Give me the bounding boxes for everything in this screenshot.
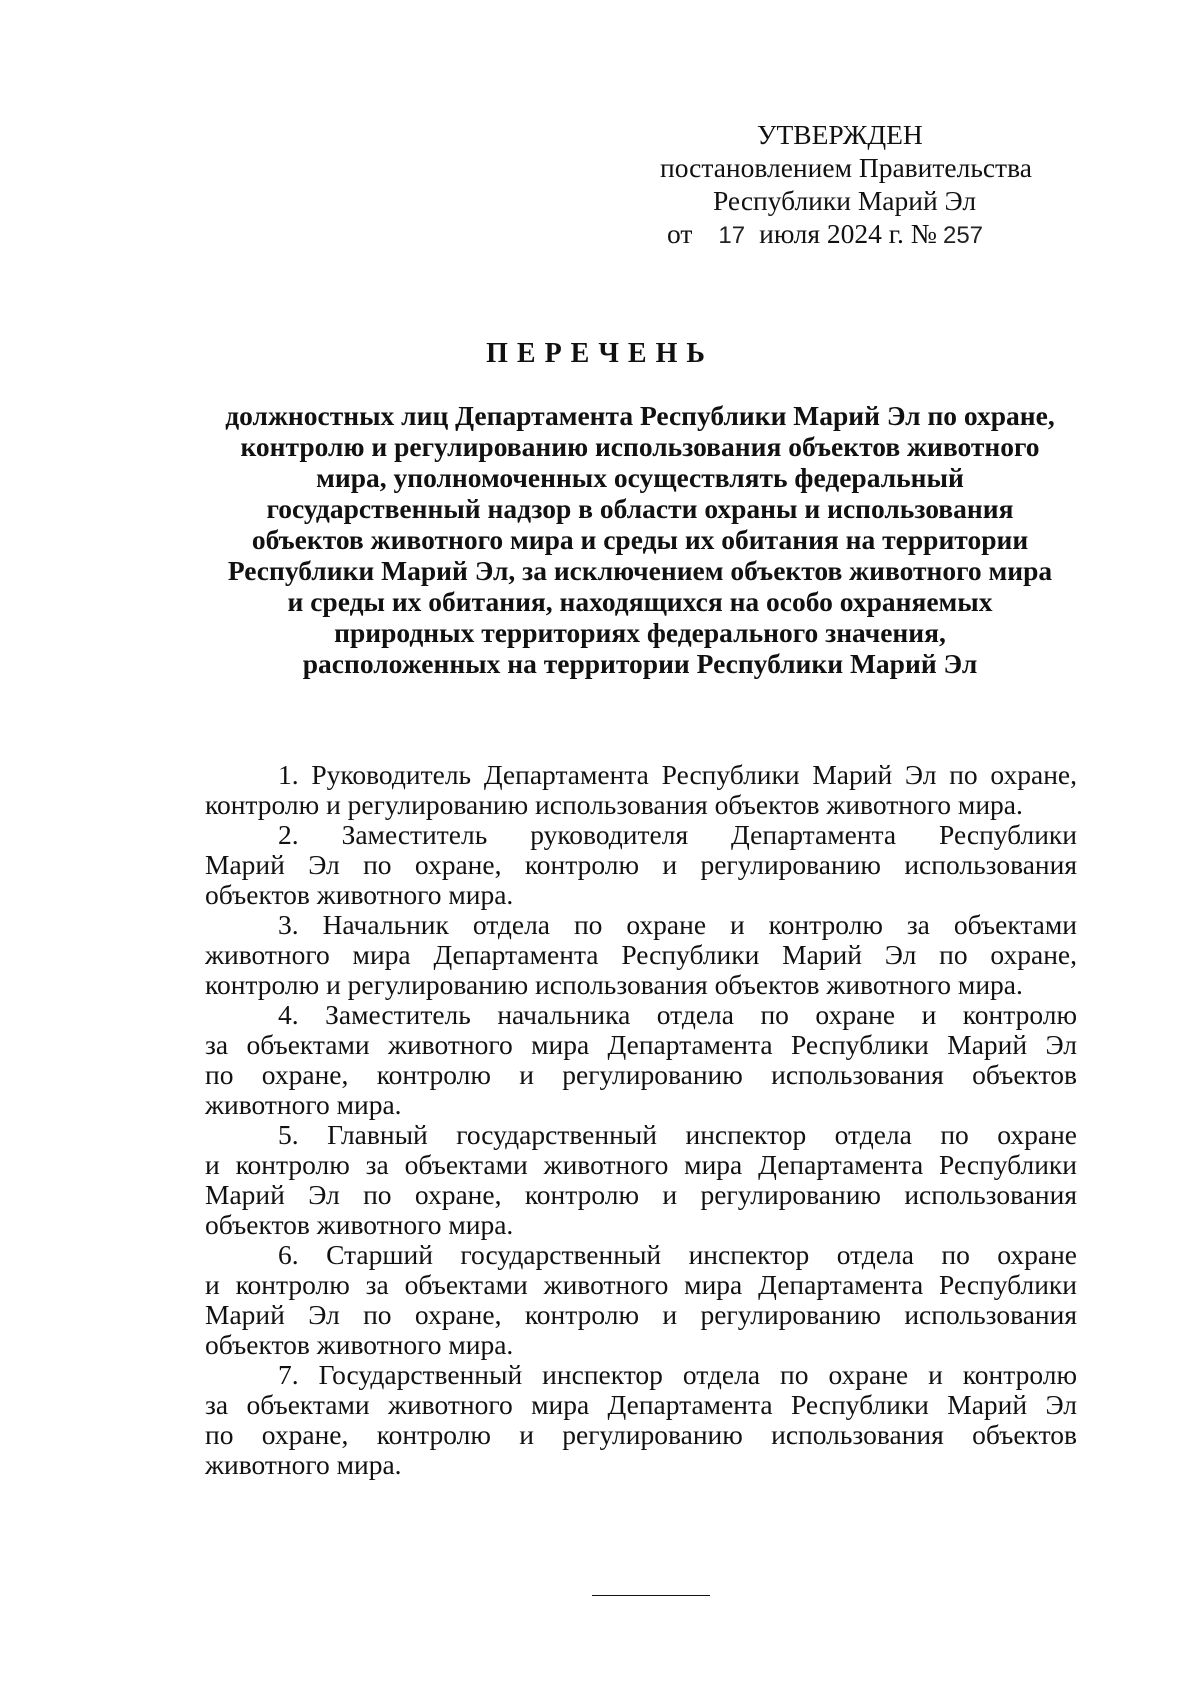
list-item (205, 1000, 1077, 1120)
item-line: Марий Эл по охране, контролю и регулированию использования (205, 1299, 1077, 1330)
approved-by-line: постановлением Правительства (660, 152, 1032, 183)
item-line: контролю и регулированию использования объектов животного мира. (205, 969, 1023, 1000)
subtitle-line: природных территориях федерального значения, (334, 617, 946, 648)
item-line: контролю и регулированию использования объектов животного мира. (205, 789, 1023, 820)
list-item (205, 760, 1077, 820)
list-item (205, 1360, 1077, 1480)
approved-republic-line: Республики Марий Эл (713, 185, 977, 216)
list-item (205, 1240, 1077, 1360)
item-line: объектов животного мира. (205, 879, 514, 910)
subtitle-line: должностных лиц Департамента Республики Марий Эл по охране, (225, 400, 1055, 431)
subtitle-line: и среды их обитания, находящихся на особо охраняемых (287, 586, 993, 617)
item-line: и контролю за объектами животного мира Департамента Республики (205, 1269, 1077, 1300)
subtitle-line: расположенных на территории Республики Марий Эл (302, 648, 978, 679)
item-line: 6. Старший государственный инспектор отдела по охране (278, 1239, 1077, 1270)
subtitle-line: объектов животного мира и среды их обитания на территории (251, 524, 1029, 555)
item-line: 5. Главный государственный инспектор отдела по охране (278, 1119, 1077, 1150)
date-day: 17 (718, 222, 746, 249)
document-subtitle (200, 400, 1080, 679)
subtitle-line: государственный надзор в области охраны и использования (266, 493, 1014, 524)
approved-heading: УТВЕРЖДЕН (757, 119, 923, 150)
date-month-year: июля 2024 г. № (759, 218, 937, 249)
item-line: по охране, контролю и регулированию использования объектов (205, 1419, 1077, 1450)
item-line: Марий Эл по охране, контролю и регулированию использования (205, 849, 1077, 880)
list-item (205, 1120, 1077, 1240)
item-line: животного мира. (205, 1449, 402, 1480)
item-line: 7. Государственный инспектор отдела по охране и контролю (278, 1359, 1077, 1390)
item-line: 3. Начальник отдела по охране и контролю за объектами (278, 909, 1077, 940)
approval-date-line (660, 217, 1120, 252)
subtitle-line: контролю и регулированию использования объектов животного (240, 431, 1040, 462)
item-line: Марий Эл по охране, контролю и регулированию использования (205, 1179, 1077, 1210)
item-line: и контролю за объектами животного мира Департамента Республики (205, 1149, 1077, 1180)
subtitle-line: Республики Марий Эл, за исключением объектов животного мира (227, 555, 1053, 586)
document-number: 257 (942, 222, 984, 249)
item-line: 1. Руководитель Департамента Республики Марий Эл по охране, (278, 759, 1077, 790)
subtitle-line: мира, уполномоченных осуществлять федеральный (316, 462, 964, 493)
item-line: объектов животного мира. (205, 1209, 514, 1240)
item-line: 4. Заместитель начальника отдела по охране и контролю (278, 999, 1077, 1030)
item-line: за объектами животного мира Департамента Республики Марий Эл (205, 1029, 1077, 1060)
item-line: по охране, контролю и регулированию использования объектов (205, 1059, 1077, 1090)
document-title: ПЕРЕЧЕНЬ (486, 338, 714, 369)
item-line: животного мира Департамента Республики Марий Эл по охране, (205, 939, 1077, 970)
officials-list (205, 760, 1077, 1480)
item-line: объектов животного мира. (205, 1329, 514, 1360)
item-line: 2. Заместитель руководителя Департамента Республики (278, 819, 1077, 850)
approval-stamp-block (660, 118, 1120, 252)
list-item (205, 820, 1077, 910)
list-item (205, 910, 1077, 1000)
item-line: животного мира. (205, 1089, 402, 1120)
date-from-label: от (667, 218, 693, 249)
item-line: за объектами животного мира Департамента Республики Марий Эл (205, 1389, 1077, 1420)
end-separator-line (592, 1595, 710, 1596)
